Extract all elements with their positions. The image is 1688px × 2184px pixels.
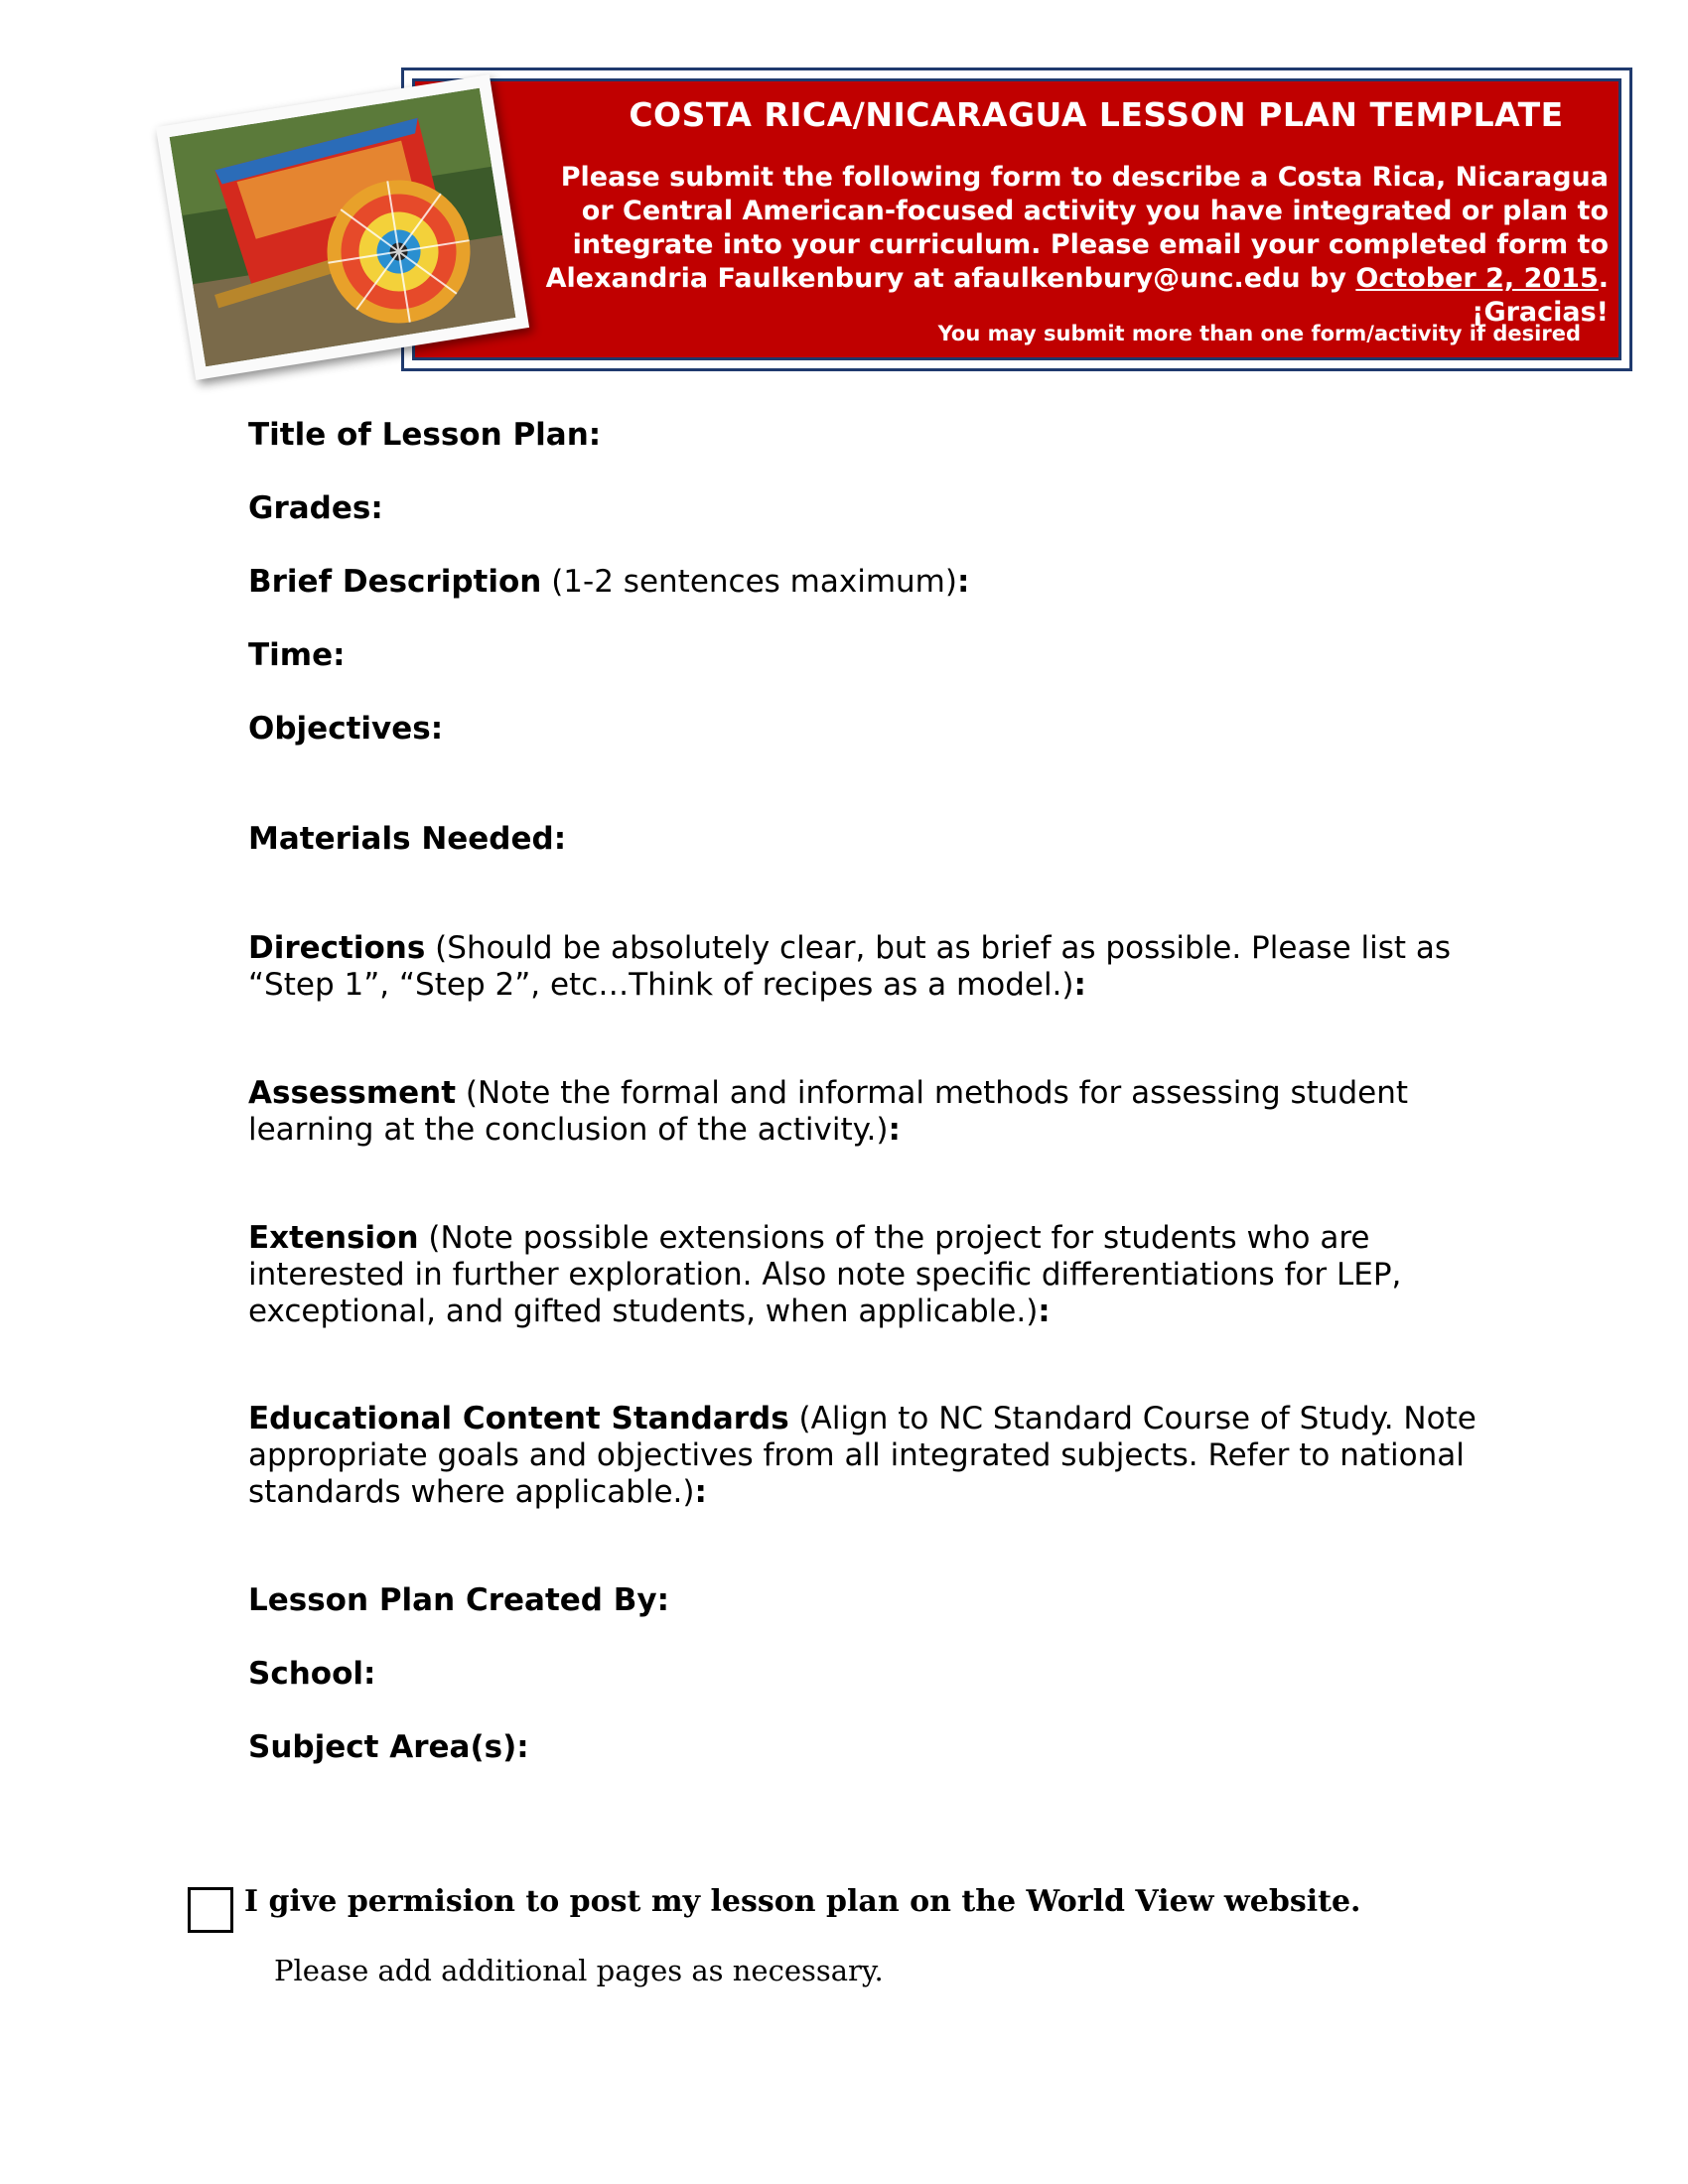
field-hint: (Note the formal and informal methods for assessing student learning at the conclusion of the activity.) bbox=[248, 1075, 1409, 1148]
field-educational-content-standards bbox=[248, 1401, 1489, 1511]
field-extension bbox=[248, 1220, 1489, 1330]
additional-pages-note: Please add additional pages as necessary. bbox=[274, 1954, 884, 1987]
field-lesson-plan-created-by bbox=[248, 1582, 1489, 1619]
field-title-of-lesson-plan bbox=[248, 417, 1489, 454]
field-label: Title of Lesson Plan: bbox=[248, 417, 602, 453]
field-colon: : bbox=[956, 564, 970, 600]
deadline-date: October 2, 2015 bbox=[1355, 263, 1599, 294]
instructions-line-3: integrate into your curriculum. Please email your completed form to bbox=[572, 229, 1609, 260]
field-label: Brief Description bbox=[248, 564, 542, 600]
field-brief-description bbox=[248, 564, 1489, 601]
field-objectives bbox=[248, 711, 1489, 748]
instructions-line-2: or Central American-focused activity you have integrated or plan to bbox=[581, 196, 1609, 226]
field-directions bbox=[248, 930, 1489, 1004]
field-hint: (Should be absolutely clear, but as brief as possible. Please list as “Step 1”, “Step 2”, etc…Think of recipes as a model.) bbox=[248, 930, 1452, 1003]
header-banner bbox=[401, 68, 1632, 371]
field-subject-areas bbox=[248, 1729, 1489, 1766]
field-label: Materials Needed: bbox=[248, 821, 567, 857]
field-label: Grades: bbox=[248, 490, 383, 526]
field-colon: : bbox=[1073, 967, 1086, 1003]
field-label: Educational Content Standards bbox=[248, 1401, 789, 1436]
instructions-text bbox=[516, 161, 1609, 330]
field-materials-needed bbox=[248, 821, 1489, 858]
gracias-text: ¡Gracias! bbox=[1472, 297, 1609, 328]
header-banner-panel bbox=[412, 78, 1621, 360]
field-label: Objectives: bbox=[248, 711, 444, 747]
instructions-line-1: Please submit the following form to describe a Costa Rica, Nicaragua bbox=[560, 162, 1609, 193]
field-label: Extension bbox=[248, 1220, 419, 1256]
field-time bbox=[248, 637, 1489, 674]
field-label: Directions bbox=[248, 930, 426, 966]
field-colon: : bbox=[694, 1474, 707, 1510]
oxcart-photo bbox=[156, 74, 529, 380]
field-label: Assessment bbox=[248, 1075, 457, 1111]
field-grades bbox=[248, 490, 1489, 527]
permission-checkbox[interactable] bbox=[188, 1887, 233, 1933]
field-label: Subject Area(s): bbox=[248, 1729, 529, 1765]
field-label: Lesson Plan Created By: bbox=[248, 1582, 670, 1618]
oxcart-image bbox=[170, 88, 516, 367]
field-colon: : bbox=[1038, 1294, 1051, 1329]
field-hint: (Note possible extensions of the project for students who are interested in further exploration. Also note specific differentiations for LEP, exceptional, and gifted students, when applicable.) bbox=[248, 1220, 1402, 1329]
permission-label: I give permision to post my lesson plan on the World View website. bbox=[244, 1884, 1361, 1919]
form-title: COSTA RICA/NICARAGUA LESSON PLAN TEMPLATE bbox=[629, 95, 1564, 134]
field-hint: (Align to NC Standard Course of Study. Note appropriate goals and objectives from all integrated subjects. Refer to national standards where applicable.) bbox=[248, 1401, 1477, 1510]
instructions-line-4 bbox=[516, 262, 1609, 296]
multiple-submission-note: You may submit more than one form/activity if desired bbox=[937, 322, 1581, 345]
field-label: Time: bbox=[248, 637, 346, 673]
field-colon: : bbox=[888, 1112, 901, 1148]
field-hint: (1-2 sentences maximum) bbox=[541, 564, 957, 600]
field-label: School: bbox=[248, 1656, 376, 1692]
field-assessment bbox=[248, 1075, 1489, 1149]
instructions-period: . bbox=[1598, 263, 1609, 294]
instructions-email-text: Alexandria Faulkenbury at afaulkenbury@unc.edu by bbox=[545, 263, 1356, 294]
field-school bbox=[248, 1656, 1489, 1693]
